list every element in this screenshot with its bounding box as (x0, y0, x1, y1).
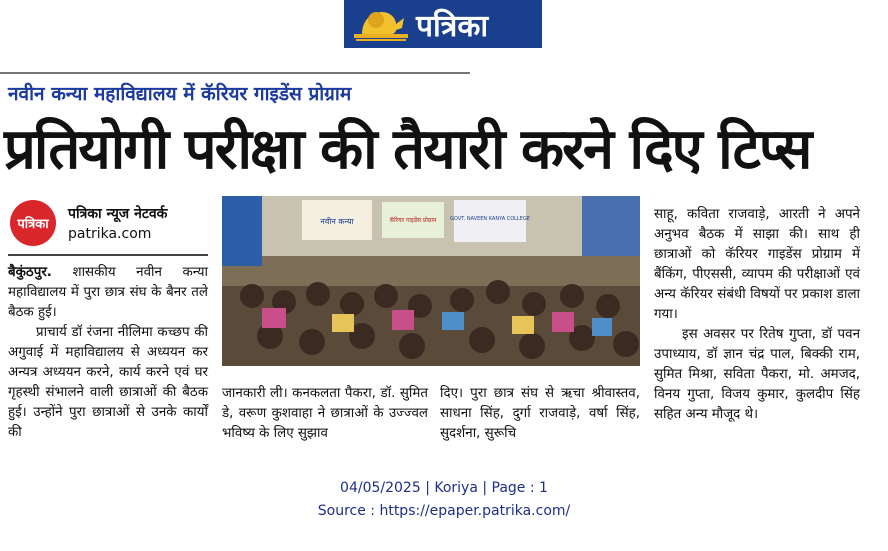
site-url: patrika.com (68, 226, 152, 242)
photo-banner-left: नवीन कन्या (320, 217, 354, 226)
paragraph-col4-1: साहू, कविता राजवाड़े, आरती ने अपने अनुभव बैठक में साझा की। साथ ही छात्राओं को कॅरियर गाइडेंस प्रोग्राम में बैंकिंग, पीएससी, व्यापम की परीक्षाओं एवं अन्य कॅरियर संबंधी विषयों पर प्रकाश डाला गया। (654, 207, 860, 322)
byline-rule (8, 254, 208, 256)
lion-logo-icon (352, 4, 410, 44)
photo-banner-mid: कॅरियर गाइडेंस प्रोग्राम (389, 217, 437, 224)
footer-date-edition: 04/05/2025 | Koriya | Page : 1 (340, 480, 548, 496)
column-1 (8, 263, 208, 443)
photo-illustration (222, 196, 640, 366)
photo-banner-right: GOVT. NAVEEN KANYA COLLEGE (450, 216, 530, 222)
paragraph-col4-2: इस अवसर पर रितेष गुप्ता, डॉ पवन उपाध्याय, डॉ ज्ञान चंद्र पाल, बिक्की राम, सुमित मिश्रा, सविता पैकरा, मो. अमजद, विनय गुप्ता, विजय कुमार, कुलदीप सिंह सहित अन्य मौजूद थे। (654, 327, 860, 422)
paragraph-2: प्राचार्य डॉ रंजना नीलिमा कच्छप की अगुवाई में महाविद्यालय से अध्ययन कर अन्यत्र अध्ययन करने, कार्य करने एवं घर गृहस्थी संभालने वाली छात्राओं की बैठक हुई। उन्होंने पुरा छात्राओं से उनके कार्यों की (8, 325, 208, 440)
footer-source: Source : https://epaper.patrika.com/ (317, 503, 571, 519)
column-3: दिए। पुरा छात्र संघ से ऋचा श्रीवास्तव, साधना सिंह, दुर्गा राजवाड़े, वर्षा सिंह, सुदर्शना, सुरूचि (440, 386, 640, 441)
event-photo (222, 196, 640, 366)
article-kicker: नवीन कन्या महाविद्यालय में कॅरियर गाइडेंस प्रोग्राम (8, 83, 352, 105)
brand-name: पत्रिका (416, 8, 489, 44)
patrika-logo-icon (10, 200, 56, 246)
masthead (344, 0, 542, 48)
logo-text: पत्रिका (17, 217, 49, 232)
column-4 (654, 205, 860, 425)
dateline-place: बैकुंठपुर. (8, 265, 52, 280)
top-rule (0, 72, 470, 74)
article-headline: प्रतियोगी परीक्षा की तैयारी करने दिए टिप्स (4, 117, 811, 182)
paragraph-intro: शासकीय नवीन कन्या महाविद्यालय में पुरा छात्र संघ के बैनर तले बैठक हुई। (8, 265, 208, 320)
news-network: पत्रिका न्यूज नेटवर्क (68, 206, 168, 222)
column-2: जानकारी ली। कनकलता पैकरा, डॉ. सुमित डे, वरूण कुशवाहा ने छात्राओं के उज्ज्वल भविष्य के लिए सुझाव (222, 386, 428, 441)
